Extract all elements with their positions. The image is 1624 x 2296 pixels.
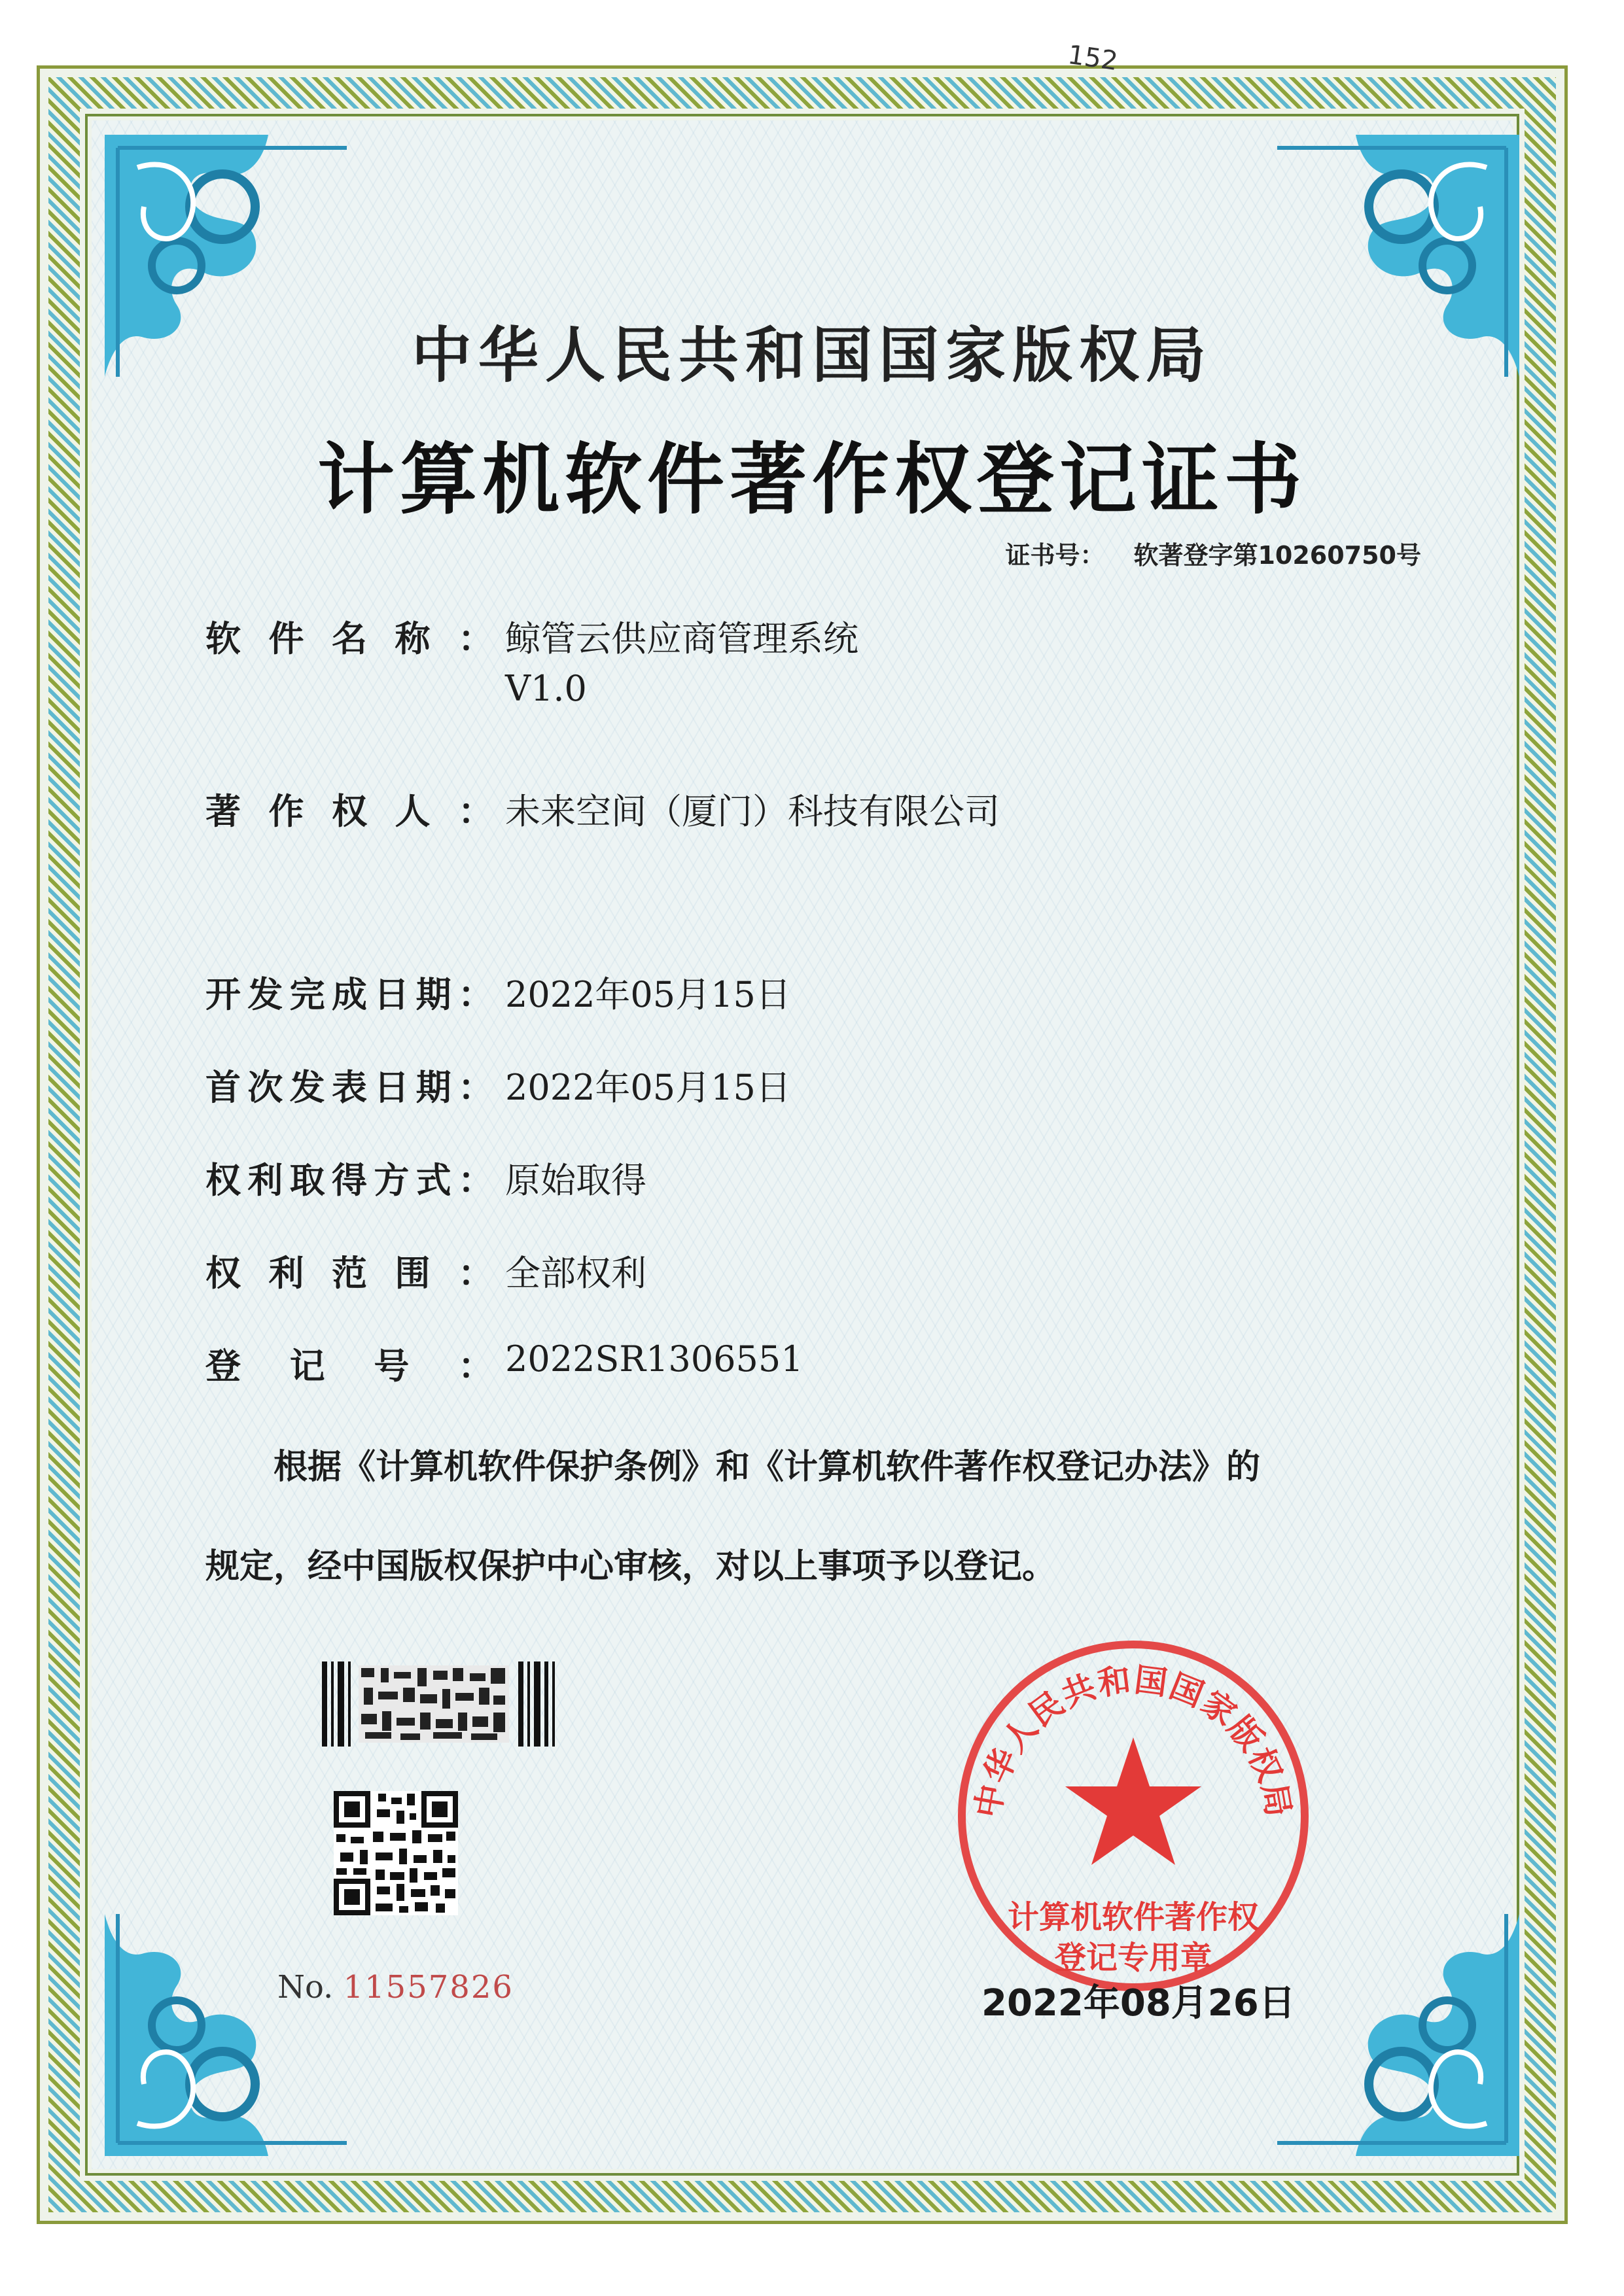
- field-value: 2022年05月15日: [505, 1067, 791, 1108]
- software-version-value: V1.0: [505, 668, 587, 709]
- certificate-title: 计算机软件著作权登记证书: [317, 434, 1307, 525]
- certificate-number-label: 证书号：: [1005, 541, 1105, 570]
- serial-number: [277, 1969, 514, 2006]
- seal-line-1: 计算机软件著作权: [1007, 1899, 1259, 1936]
- field-value: 2022年05月15日: [505, 974, 791, 1015]
- field-label: 软件名称：: [205, 618, 493, 659]
- field-value: 2022SR1306551: [505, 1338, 803, 1380]
- field-value: 原始取得: [505, 1160, 646, 1201]
- field-label: 首次发表日期：: [205, 1067, 493, 1108]
- corner-ornament-icon: [98, 1888, 373, 2163]
- barcode-icon: [322, 1661, 557, 1747]
- field-label: 开发完成日期：: [205, 974, 493, 1015]
- serial-value: 11557826: [343, 1969, 514, 2006]
- star-icon: [1065, 1737, 1201, 1865]
- software-name-value: 鲸管云供应商管理系统: [505, 618, 858, 659]
- field-label: 权利范围：: [205, 1253, 493, 1294]
- seal-organization: 中华人民共和国国家版权局: [968, 1660, 1298, 1821]
- field-value: [505, 611, 858, 709]
- certificate-number-value: 软著登字第10260750号: [1133, 541, 1421, 570]
- field-label: 登记号：: [205, 1346, 493, 1387]
- statement-line-1: 根据《计算机软件保护条例》和《计算机软件著作权登记办法》的: [274, 1448, 1261, 1487]
- issue-date: 2022年08月26日: [981, 1982, 1296, 2025]
- issuing-authority: 中华人民共和国国家版权局: [411, 321, 1212, 391]
- field-label: 著作权人：: [205, 791, 493, 832]
- seal-line-2: 登记专用章: [1054, 1939, 1212, 1976]
- field-value: 全部权利: [505, 1253, 646, 1294]
- certificate-number: [1005, 535, 1421, 571]
- field-value: 未来空间（厦门）科技有限公司: [505, 791, 1000, 832]
- statement-line-2: 规定，经中国版权保护中心审核，对以上事项予以登记。: [205, 1547, 1057, 1586]
- serial-prefix: No.: [277, 1969, 334, 2006]
- official-seal: [950, 1633, 1316, 1999]
- field-label: 权利取得方式：: [205, 1160, 493, 1201]
- handwritten-mark: 152: [1066, 39, 1120, 77]
- qr-code-icon: [334, 1791, 458, 1915]
